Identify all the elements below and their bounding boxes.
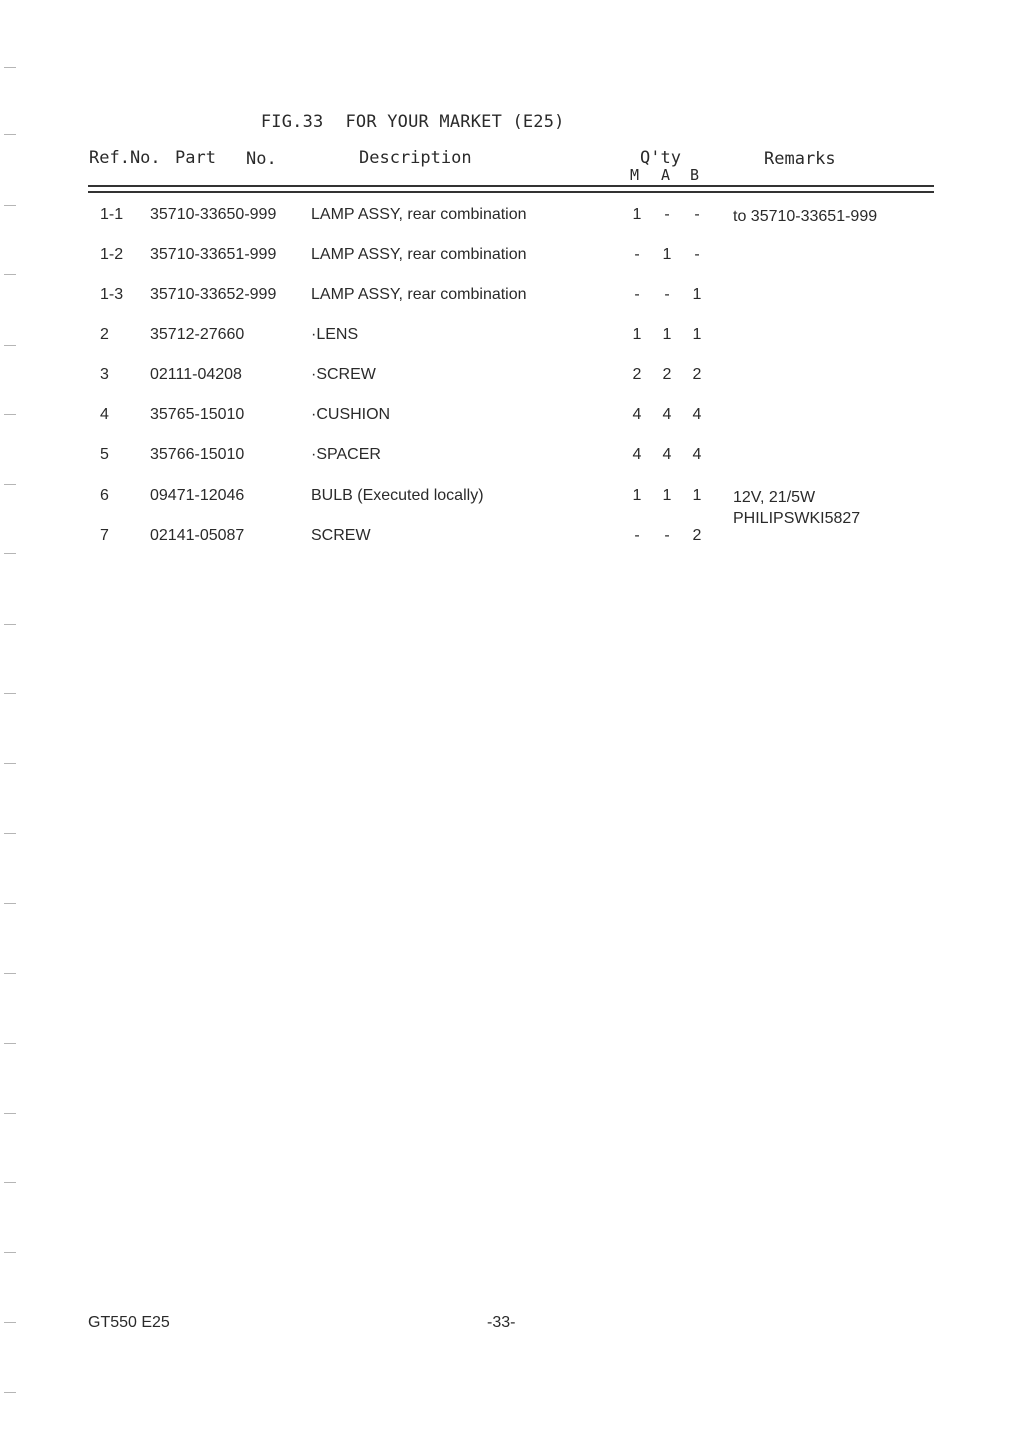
qty-m: 4 xyxy=(632,406,642,423)
remarks: to 35710-33651-999 xyxy=(733,208,878,225)
header-part: Part xyxy=(175,148,216,168)
part-number: 35766-15010 xyxy=(150,446,245,463)
description: ·LENS xyxy=(311,326,359,343)
description: ·CUSHION xyxy=(311,406,391,423)
qty-b: 1 xyxy=(692,487,702,504)
header-qty-b: B xyxy=(690,166,700,184)
part-number: 09471-12046 xyxy=(150,487,245,504)
part-number: 35710-33651-999 xyxy=(150,246,277,263)
qty-b: - xyxy=(694,246,700,263)
figure-title: FOR YOUR MARKET (E25) xyxy=(345,112,565,132)
header-rule-top xyxy=(88,185,934,187)
qty-b: 1 xyxy=(692,326,702,343)
header-no: No. xyxy=(246,149,277,169)
part-number: 35710-33650-999 xyxy=(150,206,277,223)
qty-m: 2 xyxy=(632,366,642,383)
qty-a: 1 xyxy=(662,246,672,263)
qty-a: 1 xyxy=(662,487,672,504)
header-qty: Q'ty xyxy=(640,148,681,168)
qty-a: - xyxy=(664,286,670,303)
description: ·SPACER xyxy=(311,446,381,463)
qty-m: - xyxy=(634,246,640,263)
table-row xyxy=(0,487,1024,527)
qty-a: 2 xyxy=(662,366,672,383)
header-remarks: Remarks xyxy=(764,149,836,169)
qty-a: 4 xyxy=(662,406,672,423)
description: ·SCREW xyxy=(311,366,376,383)
table-row xyxy=(0,286,1024,316)
header-qty-m: M xyxy=(630,166,640,184)
description: BULB (Executed locally) xyxy=(311,487,484,504)
footer-model: GT550 E25 xyxy=(88,1314,170,1331)
ref-number: 3 xyxy=(100,366,109,383)
qty-m: 1 xyxy=(632,206,642,223)
part-number: 35712-27660 xyxy=(150,326,245,343)
table-row xyxy=(0,206,1024,236)
remarks: 12V, 21/5W PHILIPSWKI5827 xyxy=(733,489,861,527)
ref-number: 1-2 xyxy=(100,246,124,263)
ref-number: 5 xyxy=(100,446,109,463)
qty-a: - xyxy=(664,527,670,544)
qty-b: 4 xyxy=(692,446,702,463)
table-row xyxy=(0,246,1024,276)
part-number: 02111-04208 xyxy=(150,366,242,383)
header-description: Description xyxy=(359,148,472,168)
header-qty-a: A xyxy=(661,166,671,184)
description: LAMP ASSY, rear combination xyxy=(311,206,527,223)
qty-b: - xyxy=(694,206,700,223)
qty-a: 4 xyxy=(662,446,672,463)
qty-b: 4 xyxy=(692,406,702,423)
table-row xyxy=(0,406,1024,436)
table-row xyxy=(0,446,1024,476)
description: LAMP ASSY, rear combination xyxy=(311,246,527,263)
qty-m: - xyxy=(634,286,640,303)
ref-number: 1-1 xyxy=(100,206,124,223)
part-number: 35765-15010 xyxy=(150,406,245,423)
qty-a: - xyxy=(664,206,670,223)
header-ref-no: Ref.No. xyxy=(89,148,161,168)
qty-m: 1 xyxy=(632,326,642,343)
qty-b: 1 xyxy=(692,286,702,303)
description: LAMP ASSY, rear combination xyxy=(311,286,527,303)
ref-number: 1-3 xyxy=(100,286,124,303)
qty-m: 4 xyxy=(632,446,642,463)
description: SCREW xyxy=(311,527,371,544)
part-number: 35710-33652-999 xyxy=(150,286,277,303)
qty-m: - xyxy=(634,527,640,544)
table-row xyxy=(0,326,1024,356)
qty-a: 1 xyxy=(662,326,672,343)
figure-number: FIG.33 xyxy=(260,112,324,132)
header-rule-bottom xyxy=(88,191,934,193)
ref-number: 7 xyxy=(100,527,109,544)
ref-number: 2 xyxy=(100,326,109,343)
footer-page-number: -33- xyxy=(487,1314,516,1331)
qty-m: 1 xyxy=(632,487,642,504)
page-title xyxy=(240,92,565,132)
table-row xyxy=(0,366,1024,396)
ref-number: 4 xyxy=(100,406,109,423)
ref-number: 6 xyxy=(100,487,109,504)
qty-b: 2 xyxy=(692,366,702,383)
table-row xyxy=(0,527,1024,557)
qty-b: 2 xyxy=(692,527,702,544)
part-number: 02141-05087 xyxy=(150,527,245,544)
